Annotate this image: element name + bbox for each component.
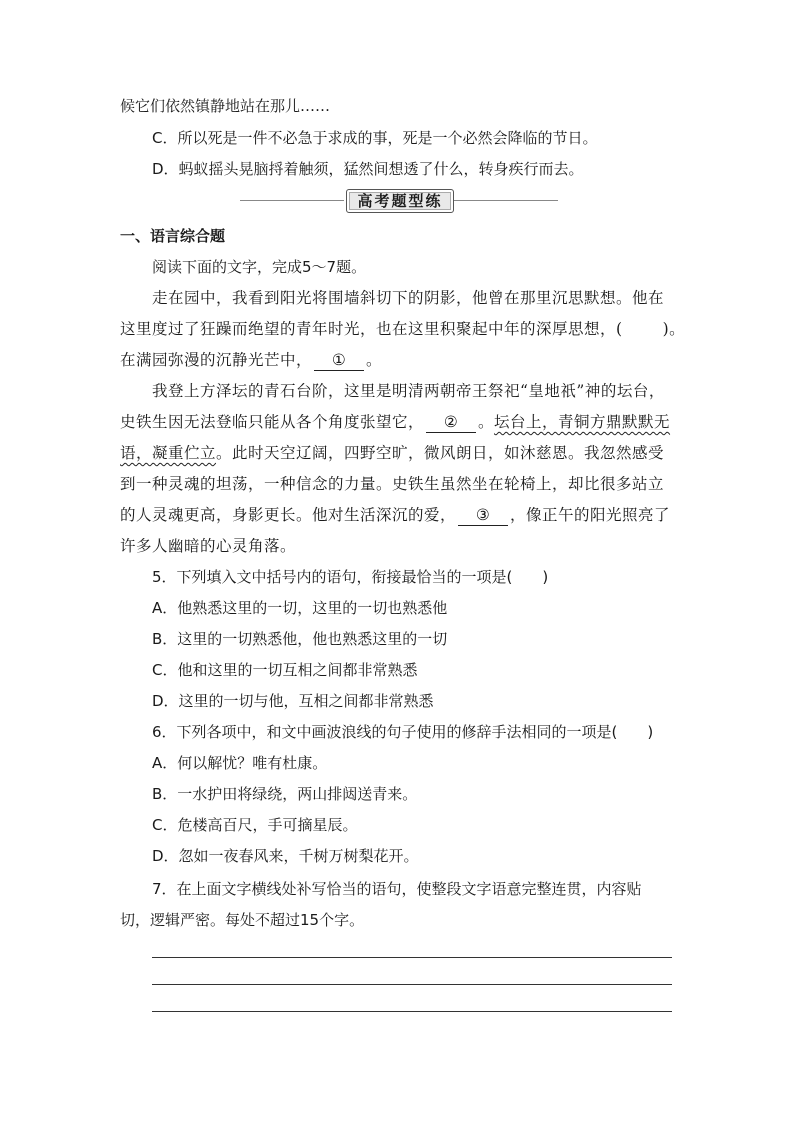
passage-text: 史铁生因无法登临只能从各个角度张望它，	[120, 413, 425, 431]
answer-line[interactable]	[152, 957, 672, 958]
passage-text: 。	[478, 413, 495, 431]
passage-text: 。	[366, 351, 383, 369]
passage-line: 我登上方泽坛的青石台阶，这里是明清两朝帝王祭祀“皇地祇”神的坛台，	[152, 382, 665, 400]
question-6-stem: 6．下列各项中，和文中画波浪线的句子使用的修辞手法相同的一项是( )	[152, 723, 654, 741]
passage-line: 到一种灵魂的坦荡，一种信念的力量。史铁生虽然坐在轮椅上，却比很多站立	[120, 475, 665, 493]
continued-text: 候它们依然镇静地站在那儿……	[120, 97, 331, 115]
q6-option: C．危楼高百尺，手可摘星辰。	[152, 816, 358, 834]
q5-option: C．他和这里的一切互相之间都非常熟悉	[152, 661, 418, 679]
q6-option: D．忽如一夜春风来，千树万树梨花开。	[152, 847, 419, 865]
passage-line: 走在园中，我看到阳光将围墙斜切下的阴影，他曾在那里沉思默想。他在	[152, 289, 665, 307]
q5-option: D．这里的一切与他，互相之间都非常熟悉	[152, 692, 434, 710]
blank-3: ③	[458, 505, 508, 526]
q6-option: A．何以解忧？唯有杜康。	[152, 754, 328, 772]
option-d: D．蚂蚁摇头晃脑捋着触须，猛然间想透了什么，转身疾行而去。	[152, 160, 584, 178]
answer-line[interactable]	[152, 984, 672, 985]
section-title: 高考题型练	[346, 189, 454, 213]
passage-line: 许多人幽暗的心灵角落。	[120, 537, 297, 555]
section-rule-left	[240, 200, 344, 201]
question-7-stem-cont: 切，逻辑严密。每处不超过15个字。	[120, 911, 365, 929]
section-rule-right	[454, 200, 558, 201]
question-5-stem: 5．下列填入文中括号内的语句，衔接最恰当的一项是( )	[152, 568, 549, 586]
passage-text: 。此时天空辽阔，四野空旷，微风朗日，如沐慈恩。我忽然感受	[216, 444, 665, 462]
passage-line	[120, 350, 382, 371]
option-c: C．所以死是一件不必急于求成的事，死是一个必然会降临的节日。	[152, 129, 598, 147]
passage-text: ，像正午的阳光照亮了	[510, 506, 671, 524]
wavy-sentence: 语，凝重伫立	[120, 444, 217, 462]
answer-line[interactable]	[152, 1011, 672, 1012]
wavy-sentence: 坛台上，青铜方鼎默默无	[494, 413, 671, 431]
passage-line	[120, 319, 685, 339]
passage-text: 在满园弥漫的沉静光芒中，	[120, 351, 313, 369]
passage-line	[120, 412, 670, 433]
passage-line	[120, 505, 670, 526]
passage-text: 这里度过了狂躁而绝望的青年时光，也在这里积聚起中年的深厚思想，(	[120, 320, 623, 338]
question-7-stem: 7．在上面文字横线处补写恰当的语句，使整段文字语意完整连贯，内容贴	[152, 880, 642, 898]
q6-option: B．一水护田将绿绕，两山排闼送青来。	[152, 785, 418, 803]
q5-option: B．这里的一切熟悉他，他也熟悉这里的一切	[152, 630, 448, 648]
blank-1: ①	[314, 350, 364, 371]
reading-instruction: 阅读下面的文字，完成5～7题。	[152, 258, 367, 276]
passage-text: 的人灵魂更高，身影更长。他对生活深沉的爱，	[120, 506, 457, 524]
part-heading: 一、语言综合题	[120, 227, 226, 245]
passage-line	[120, 443, 664, 463]
q5-option: A．他熟悉这里的一切，这里的一切也熟悉他	[152, 599, 448, 617]
passage-text: )。	[662, 320, 686, 338]
blank-2: ②	[426, 412, 476, 433]
